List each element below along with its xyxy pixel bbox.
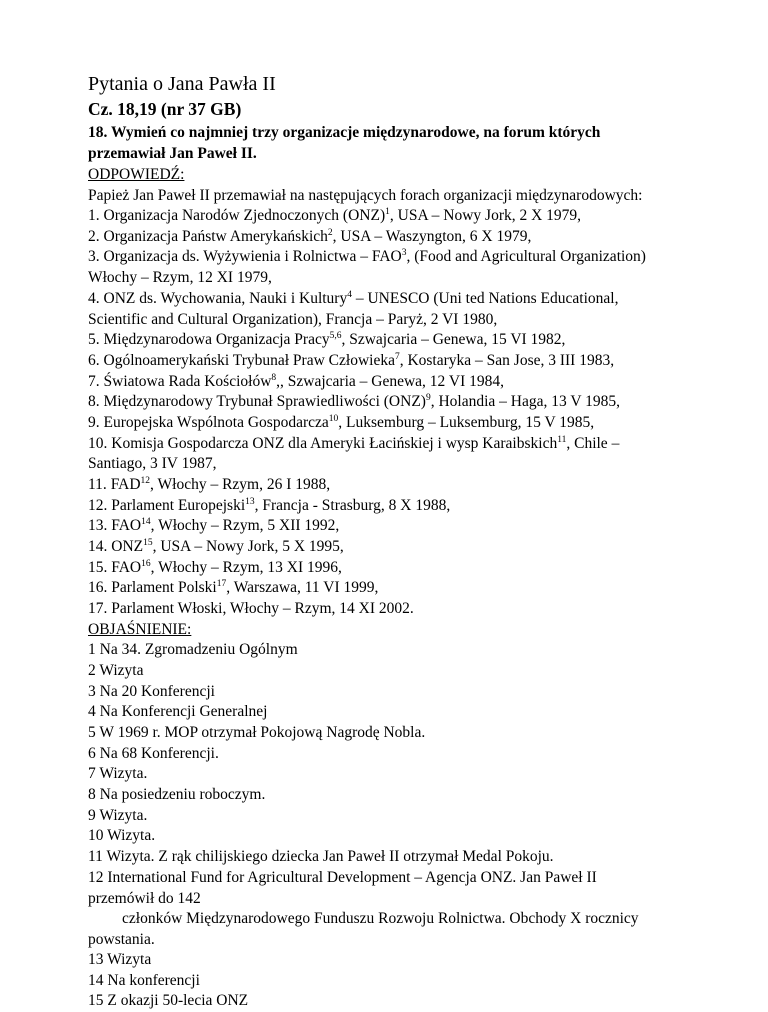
answer-label: ODPOWIEDŹ:	[88, 166, 185, 184]
note-number: 5	[88, 724, 100, 742]
note-item	[88, 640, 712, 661]
note-text: W 1969 r. MOP otrzymał Pokojową Nagrodę Nobla.	[99, 724, 426, 742]
list-item-text: Międzynarodowy Trybunał Sprawiedliwości (ONZ)	[103, 393, 426, 411]
list-item	[88, 330, 712, 351]
footnote-marker: 1	[385, 206, 390, 217]
list-item-text: Komisja Gospodarcza ONZ dla Ameryki Łacińskiej i wysp Karaibskich	[111, 434, 558, 452]
note-item	[88, 682, 712, 703]
footnote-marker: 2	[327, 227, 333, 238]
page-title: Pytania o Jana Pawła II	[88, 73, 276, 95]
note-number: 4	[88, 703, 100, 721]
note-text: Na posiedzeniu roboczym.	[99, 786, 266, 804]
note-text: Na 20 Konferencji	[99, 682, 215, 700]
notes-label: OBJAŚNIENIE:	[88, 620, 192, 638]
footnote-marker: 13	[245, 496, 255, 507]
list-item-text: Santiago, 3 IV 1987,	[88, 455, 217, 473]
footnote-marker: 8	[271, 372, 277, 383]
list-item-number: 2.	[88, 227, 104, 245]
list-item-text-tail: , Chile –	[566, 434, 620, 452]
note-item	[88, 868, 712, 889]
list-item-number: 5.	[88, 331, 104, 349]
note-text: Na 34. Zgromadzeniu Ogólnym	[99, 641, 298, 659]
list-item	[88, 268, 712, 289]
list-item-text: Organizacja Państw Amerykańskich	[103, 227, 328, 245]
footnote-marker: 3	[401, 248, 407, 259]
list-item-text-tail: – UNESCO (Uni ted Nations Educational,	[351, 289, 619, 307]
list-item-text-tail: , Włochy – Rzym, 26 I 1988,	[150, 476, 331, 493]
list-item	[88, 372, 712, 393]
list-item-number: 4.	[88, 289, 104, 307]
footnote-marker: 9	[425, 393, 431, 404]
list-item-number: 12.	[88, 496, 112, 514]
list-item-number: 3.	[88, 248, 104, 266]
list-item-text: Parlament Włoski, Włochy – Rzym, 14 XI 2002.	[111, 600, 414, 618]
list-item-text: Parlament Europejski	[111, 496, 246, 514]
list-item-number: 6.	[88, 351, 104, 369]
list-item-number: 15.	[88, 558, 112, 576]
list-item	[88, 413, 712, 434]
note-number: 7	[88, 765, 100, 783]
list-item-number: 10.	[88, 434, 112, 452]
list-item	[88, 351, 712, 372]
list-item	[88, 227, 712, 248]
list-item-text: Organizacja ds. Wyżywienia i Rolnictwa – FAO	[103, 248, 402, 266]
note-text: Wizyta.	[107, 827, 156, 845]
notes-list	[88, 640, 712, 909]
list-item-number: 1.	[88, 207, 104, 225]
note-number: 13	[88, 951, 108, 969]
note-text: International Fund for Agricultural Development – Agencja ONZ. Jan Paweł II	[107, 868, 597, 886]
note-12-continuation-1: przemówił do 142	[88, 889, 201, 907]
note-item	[88, 723, 712, 744]
list-item-text-tail: , Holandia – Haga, 13 V 1985,	[430, 393, 620, 411]
note-number: 1	[88, 641, 100, 659]
list-item-text: FAO	[111, 558, 142, 576]
note-item	[88, 950, 712, 971]
note-12-continuation-2: członków Międzynarodowego Funduszu Rozwoju Rolnictwa. Obchody X rocznicy	[122, 910, 639, 928]
list-item-text-tail: , Kostaryka – San Jose, 3 III 1983,	[399, 351, 615, 369]
note-12-continuation-3: powstania.	[88, 930, 155, 948]
list-item-number: 7.	[88, 372, 104, 390]
footnote-marker: 10	[328, 413, 339, 424]
list-item	[88, 475, 712, 496]
list-item	[88, 289, 712, 310]
note-item	[88, 785, 712, 806]
note-number: 15	[88, 992, 108, 1010]
footnote-marker: 16	[141, 558, 151, 569]
footnote-marker: 14	[141, 517, 151, 528]
list-item-text-tail: , USA – Nowy Jork, 2 X 1979,	[389, 207, 582, 225]
note-item	[88, 847, 712, 868]
list-item	[88, 537, 712, 558]
list-item-text-tail: , Francja - Strasburg, 8 X 1988,	[254, 496, 451, 514]
note-item	[88, 764, 712, 785]
list-item-text: Ogólnoamerykański Trybunał Praw Człowieka	[103, 351, 395, 369]
list-item-number: 9.	[88, 413, 104, 431]
list-item	[88, 599, 712, 620]
note-number: 11	[88, 848, 107, 866]
note-text: Wizyta.	[99, 806, 148, 824]
list-item	[88, 516, 712, 537]
note-number: 12	[88, 868, 108, 886]
list-item-text: Parlament Polski	[111, 579, 217, 597]
list-item-text: FAO	[111, 517, 142, 535]
note-number: 10	[88, 827, 108, 845]
list-item	[88, 206, 712, 227]
answer-intro: Papież Jan Paweł II przemawiał na następujących forach organizacji międzynarodowych:	[88, 186, 643, 204]
list-item-text-tail: , Włochy – Rzym, 13 XI 1996,	[150, 558, 342, 576]
note-number: 3	[88, 682, 100, 700]
note-number: 14	[88, 971, 108, 989]
note-number: 2	[88, 661, 100, 679]
list-item-text-tail: , Warszawa, 11 VI 1999,	[226, 579, 379, 597]
list-item	[88, 247, 712, 268]
note-item	[88, 971, 712, 992]
note-text: Na 68 Konferencji.	[99, 744, 219, 762]
list-item-text-tail: , Luksemburg – Luksemburg, 15 V 1985,	[338, 413, 595, 431]
question-heading-line-1: 18. Wymień co najmniej trzy organizacje międzynarodowe, na forum których	[88, 123, 601, 141]
list-item	[88, 392, 712, 413]
note-text: Na konferencji	[107, 971, 200, 989]
list-item	[88, 454, 712, 475]
note-text: Wizyta.	[99, 765, 148, 783]
list-item-text-tail: , USA – Nowy Jork, 5 X 1995,	[152, 538, 344, 556]
note-text: Na Konferencji Generalnej	[99, 703, 268, 721]
list-item-number: 8.	[88, 393, 104, 411]
list-item	[88, 578, 712, 599]
note-item	[88, 661, 712, 682]
footnote-marker: 4	[347, 289, 352, 300]
list-item-text: Europejska Wspólnota Gospodarcza	[103, 413, 329, 431]
list-item-text: Scientific and Cultural Organization), Francja – Paryż, 2 VI 1980,	[88, 310, 498, 328]
list-item-text-tail: ,, Szwajcaria – Genewa, 12 VI 1984,	[276, 372, 504, 390]
note-text: Wizyta	[107, 951, 152, 969]
footnote-marker: 12	[140, 475, 151, 486]
footnote-marker: 15	[143, 537, 153, 548]
list-item-text: Włochy – Rzym, 12 XI 1979,	[88, 269, 272, 287]
list-item-text: FAD	[110, 476, 141, 493]
list-item-text-tail: , USA – Waszyngton, 6 X 1979,	[332, 227, 532, 245]
note-text: Wizyta. Z rąk chilijskiego dziecka Jan Paweł II otrzymał Medal Pokoju.	[106, 848, 554, 866]
note-number: 8	[88, 786, 100, 804]
note-item	[88, 826, 712, 847]
list-item-text: ONZ	[111, 538, 144, 556]
list-item-number: 13.	[88, 517, 112, 535]
note-item	[88, 702, 712, 723]
list-item	[88, 558, 712, 579]
notes-tail-list	[88, 950, 712, 1012]
list-item	[88, 496, 712, 517]
footnote-marker: 11	[557, 434, 567, 445]
note-item	[88, 744, 712, 765]
note-number: 6	[88, 744, 100, 762]
list-item-text-tail: , Włochy – Rzym, 5 XII 1992,	[150, 517, 340, 535]
list-item-text: Światowa Rada Kościołów	[103, 372, 272, 390]
footnote-marker: 7	[394, 351, 400, 362]
list-item-number: 17.	[88, 600, 112, 618]
list-item-text-tail: , Szwajcaria – Genewa, 15 VI 1982,	[341, 331, 566, 349]
note-item	[88, 991, 712, 1012]
note-text: Wizyta	[99, 661, 144, 679]
list-item-text-tail: , (Food and Agricultural Organization)	[406, 248, 646, 266]
list-item-number: 14.	[88, 538, 112, 556]
footnote-marker: 17	[216, 579, 227, 590]
note-number: 9	[88, 806, 100, 824]
answer-list	[88, 206, 712, 620]
note-item	[88, 806, 712, 827]
list-item-text: Międzynarodowa Organizacja Pracy	[103, 331, 330, 349]
list-item-text: Organizacja Narodów Zjednoczonych (ONZ)	[103, 207, 386, 225]
question-heading-line-2: przemawiał Jan Paweł II.	[88, 145, 257, 163]
list-item	[88, 310, 712, 331]
note-text: Z okazji 50-lecia ONZ	[107, 992, 249, 1010]
list-item-number: 16.	[88, 579, 112, 597]
document-subtitle: Cz. 18,19 (nr 37 GB)	[88, 99, 242, 119]
footnote-marker: 5,6	[329, 331, 342, 342]
list-item-number: 11.	[88, 476, 111, 493]
list-item	[88, 434, 712, 455]
list-item-text: ONZ ds. Wychowania, Nauki i Kultury	[103, 289, 348, 307]
